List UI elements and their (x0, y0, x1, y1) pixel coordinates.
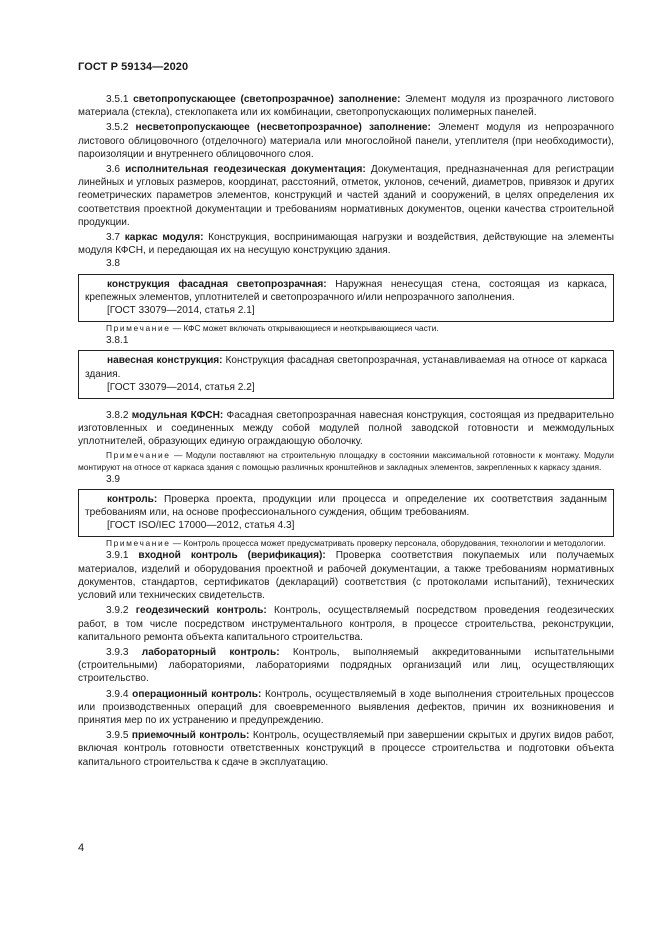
entry-number: 3.9.1 (106, 550, 129, 562)
entry-term: лабораторный контроль: (141, 646, 280, 658)
entry-term: каркас модуля: (124, 232, 204, 244)
entry-term: контроль: (107, 493, 158, 505)
note-3-9 (78, 537, 614, 549)
document-header: ГОСТ Р 59134—2020 (78, 61, 189, 73)
entry-definition: Контроль, осуществляемый посредством проведения геодезических работ, в том числе посредством инструментального контроля, в процессе строительства, реконструкции, капитального ремонта объекта капитального строительства. (78, 605, 614, 643)
document-body (78, 93, 614, 769)
term-entry-3-9-3 (78, 646, 614, 686)
entry-term: приемочный контроль: (131, 730, 250, 742)
term-entry-3-9 (85, 493, 607, 519)
term-entry-3-5-2 (78, 121, 614, 161)
term-entry-3-9-1 (78, 549, 614, 602)
entry-term: операционный контроль: (132, 688, 262, 700)
note-label: Примечание (106, 449, 171, 460)
term-box-3-8-1 (78, 350, 614, 399)
entry-number: 3.9.3 (106, 646, 129, 658)
source-reference: [ГОСТ 33079—2014, статья 2.1] (107, 305, 255, 317)
term-entry-3-5-1 (78, 93, 614, 119)
entry-definition: Контроль, осуществляемый в ходе выполнения строительных процессов или производственных операций для своевременного выявления дефектов, причин их возникновения и принятия мер по их устранению и предупреждению. (78, 688, 614, 726)
entry-number: 3.7 (106, 232, 121, 244)
entry-definition: Фасадная светопрозрачная навесная конструкция, состоящая из предварительно изготовленных и соединенных между собой модулей полной заводской готовности и межмодульных уплотнителей, образующих единую ограждающую оболочку. (78, 410, 615, 448)
entry-number: 3.9.5 (106, 730, 129, 742)
term-entry-3-6 (78, 163, 614, 229)
entry-definition: Документация, предназначенная для регистрации линейных и угловых размеров, координат, расстояний, отметок, уклонов, сечений, диаметров, привязок и других геометрических параметров элементов, конструкций и частей зданий и сооружений, в целях определения их соответствия проектной документации и требованиям нормативных документов, оценки качества строительной продукции. (78, 164, 615, 228)
entry-definition: Контроль, осуществляемый при завершении скрытых и других видов работ, включая контроль готовности ответственных конструкций в процессе строительства и подготовки объекта капитального строительства к сдаче в эксплуатацию. (78, 730, 615, 768)
note-text: — Модули поставляют на строительную площадку в состоянии максимальной готовности к монтажу. Модули монтируют на относе от каркаса здания с помощью различных кронштейнов и закладных элементов, закрепленных к каркасу здания. (78, 449, 614, 472)
entry-term: навесная конструкция: (107, 355, 223, 367)
entry-term: конструкция фасадная светопрозрачная: (107, 278, 327, 290)
entry-number-3-8: 3.8 (106, 258, 121, 270)
entry-number: 3.8.2 (106, 410, 129, 422)
term-box-3-9 (78, 489, 614, 538)
term-entry-3-9-4 (78, 688, 614, 728)
term-entry-3-8 (85, 278, 607, 304)
page-number: 4 (78, 842, 85, 854)
entry-number-3-9: 3.9 (106, 473, 121, 485)
entry-definition: Проверка проекта, продукции или процесса и определение их соответствия заданным требованиям или, на основе профессионального суждения, общим требованиям. (85, 493, 607, 519)
term-entry-3-8-1 (85, 354, 607, 380)
entry-term: несветопропускающее (несветопрозрачное) заполнение: (135, 122, 431, 134)
note-label: Примечание (106, 538, 171, 549)
entry-number: 3.9.2 (106, 605, 129, 617)
entry-term: исполнительная геодезическая документация: (125, 164, 366, 176)
entry-definition: Проверка соответствия покупаемых или получаемых материалов, изделий и оборудования проектной и рабочей документации, а также требованиям нормативных документов, стандартов, сертификатов (деклараций) соответствия (с протоколами испытаний), технических условий или технических свидетельств. (78, 550, 614, 602)
term-entry-3-9-2 (78, 604, 614, 644)
source-reference: [ГОСТ ISO/IEC 17000—2012, статья 4.3] (107, 520, 295, 532)
note-text: — Контроль процесса может предусматривать проверку персонала, оборудования, технологии и методологии. (170, 538, 606, 549)
entry-definition: Конструкция, воспринимающая нагрузки и воздействия, действующие на элементы модуля КФСН, и передающая их на несущую конструкцию здания. (78, 232, 615, 257)
entry-number: 3.6 (106, 164, 121, 176)
entry-term: светопропускающее (светопрозрачное) заполнение: (133, 94, 401, 105)
entry-definition: Элемент модуля из непрозрачного листового облицовочного (отделочного) материала или многослойной панели, утеплителя (при необходимости), пароизоляции и внутреннего облицовочного слоя. (78, 122, 614, 160)
entry-definition: Конструкция фасадная светопрозрачная, устанавливаемая на относе от каркаса здания. (85, 355, 607, 380)
note-label: Примечание (106, 323, 171, 334)
term-box-3-8 (78, 274, 614, 323)
term-entry-3-8-2 (78, 409, 614, 449)
term-entry-3-7 (78, 231, 614, 257)
entry-number: 3.5.2 (106, 122, 129, 134)
source-reference: [ГОСТ 33079—2014, статья 2.2] (107, 381, 255, 393)
entry-term: геодезический контроль: (135, 605, 267, 617)
note-text: — КФС может включать открывающиеся и неоткрывающиеся части. (170, 323, 439, 334)
entry-number: 3.5.1 (106, 94, 129, 105)
note-3-8 (78, 322, 614, 334)
note-3-8-2 (78, 449, 614, 473)
entry-definition: Наружная ненесущая стена, состоящая из каркаса, крепежных элементов, уплотнителей и светопрозрачного и/или непрозрачного заполнения. (85, 278, 608, 303)
entry-definition: Элемент модуля из прозрачного листового материала (стекла), стеклопакета или их комбинации, светопропускающих полимерных панелей. (78, 94, 614, 119)
term-entry-3-9-5 (78, 729, 614, 769)
entry-number-3-8-1: 3.8.1 (106, 335, 129, 347)
entry-term: модульная КФСН: (131, 410, 224, 422)
entry-definition: Контроль, выполняемый аккредитованными испытательными (строительными) лабораториями, лабораториями подрядных организаций или лиц, осуществляющих строительство. (78, 646, 614, 685)
entry-number: 3.9.4 (106, 688, 129, 700)
entry-term: входной контроль (верификация): (138, 550, 326, 562)
